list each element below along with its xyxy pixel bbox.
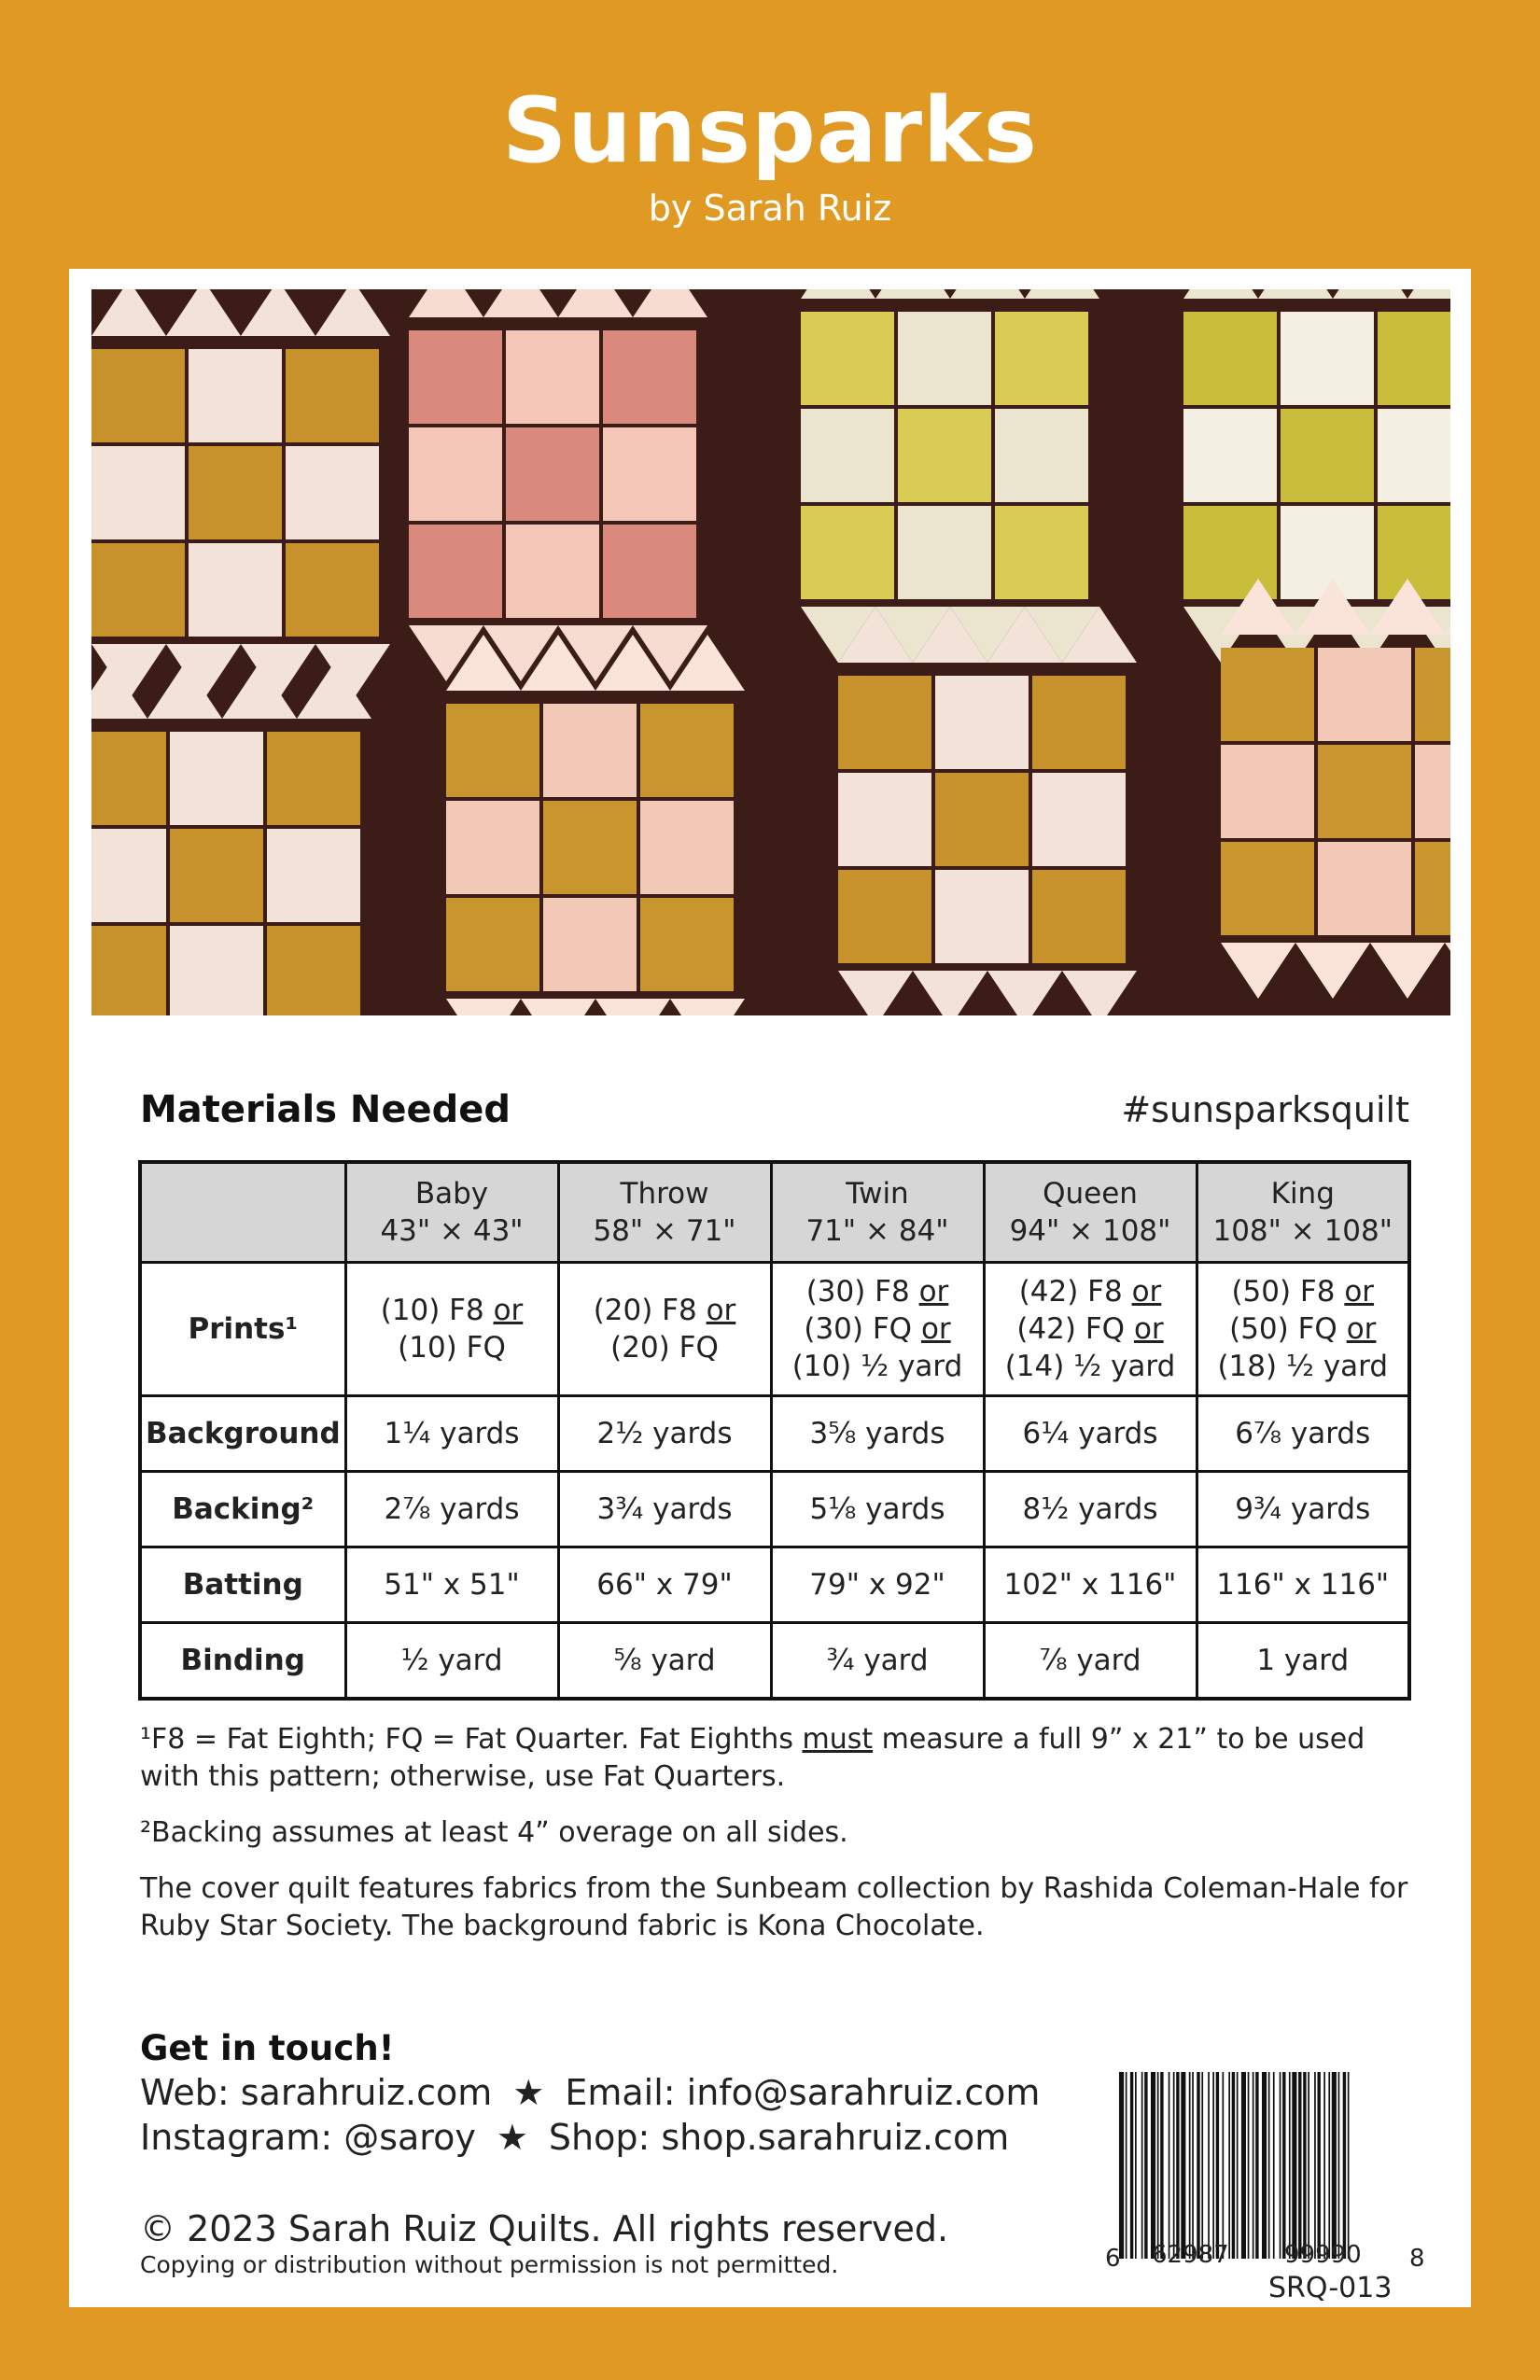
contact-heading: Get in touch! [140, 2028, 395, 2068]
quilt-patch [446, 898, 539, 991]
quilt-patch [995, 409, 1088, 502]
quilt-patch [935, 676, 1029, 769]
barcode-bar [1314, 2072, 1316, 2259]
quilt-cover-photo [91, 289, 1450, 1015]
quilt-patch [91, 732, 166, 825]
barcode-bar [1201, 2072, 1203, 2259]
quilt-patch [506, 330, 599, 424]
quilt-patch [1183, 312, 1277, 405]
quilt-patch [1221, 745, 1314, 838]
quilt-illustration [91, 289, 1450, 1015]
pattern-sku: SRQ-013 [1268, 2272, 1393, 2304]
quilt-spike [801, 289, 875, 299]
quilt-patch [995, 506, 1088, 599]
quilt-patch [1415, 648, 1450, 741]
quilt-spike [521, 999, 595, 1015]
table-row [140, 1472, 1409, 1547]
quilt-spike [670, 999, 745, 1015]
quilt-patch [640, 801, 734, 894]
quilt-patch [189, 543, 282, 637]
prints-king: (50) F8 or (50) FQ or (18) ½ yard [1197, 1263, 1409, 1396]
quilt-patch [1378, 506, 1450, 599]
barcode-bar [1173, 2072, 1175, 2259]
barcode-bar [1157, 2072, 1159, 2259]
quilt-patch [409, 330, 502, 424]
quilt-patch [1281, 409, 1374, 502]
quilt-patch [286, 349, 379, 442]
table-cell: 6¼ yards [984, 1396, 1197, 1472]
quilt-patch [286, 446, 379, 539]
col-baby: Baby 43" × 43" [345, 1162, 558, 1263]
hashtag: #sunsparksquilt [1121, 1089, 1409, 1130]
table-cell: 6⅞ yards [1197, 1396, 1409, 1472]
barcode-bar [1126, 2072, 1127, 2259]
table-cell: 2⅞ yards [345, 1472, 558, 1547]
barcode-bar [1318, 2072, 1321, 2259]
quilt-spike [1333, 289, 1407, 299]
table-cell: 116" x 116" [1197, 1547, 1409, 1623]
barcode-bar [1160, 2072, 1163, 2259]
barcode-bar [1223, 2072, 1225, 2259]
quilt-spike [446, 999, 521, 1015]
quilt-patch [1318, 842, 1411, 935]
quilt-patch [898, 409, 991, 502]
prints-twin: (30) F8 or (30) FQ or (10) ½ yard [771, 1263, 984, 1396]
quilt-patch [543, 801, 637, 894]
quilt-patch [1281, 506, 1374, 599]
row-label-prints: Prints¹ [140, 1263, 345, 1396]
table-row [140, 1623, 1409, 1700]
barcode-bar [1273, 2072, 1275, 2259]
contact-line-social [140, 2115, 1009, 2160]
quilt-spike [1407, 289, 1450, 299]
quilt-patch [1318, 745, 1411, 838]
barcode-bar [1343, 2072, 1346, 2259]
pattern-title: Sunsparks [502, 78, 1038, 183]
barcode-bar [1141, 2072, 1143, 2259]
barcode-bar [1332, 2072, 1337, 2259]
table-cell: 9¾ yards [1197, 1472, 1409, 1547]
star-icon: ★ [512, 2072, 545, 2113]
quilt-patch [1318, 648, 1411, 741]
prints-throw: (20) F8 or (20) FQ [558, 1263, 771, 1396]
barcode-bar [1181, 2072, 1185, 2259]
barcode-bar [1348, 2072, 1350, 2259]
quilt-patch [1378, 409, 1450, 502]
table-row [140, 1263, 1409, 1396]
quilt-patch [1415, 745, 1450, 838]
barcode-check-digit: 8 [1409, 2245, 1425, 2273]
quilt-patch [640, 898, 734, 991]
quilt-patch [838, 773, 931, 866]
quilt-spike [950, 289, 1025, 299]
quilt-spike [1258, 289, 1333, 299]
web-link[interactable]: Web: sarahruiz.com [140, 2072, 493, 2113]
barcode-bar [1237, 2072, 1239, 2259]
quilt-patch [189, 349, 282, 442]
quilt-spike [1025, 289, 1099, 299]
quilt-patch [91, 829, 166, 922]
quilt-patch [543, 704, 637, 797]
col-queen: Queen 94" × 108" [984, 1162, 1197, 1263]
barcode-bar [1144, 2072, 1147, 2259]
col-twin: Twin 71" × 84" [771, 1162, 984, 1263]
barcode-bar [1228, 2072, 1230, 2259]
barcode-bar [1151, 2072, 1155, 2259]
table-cell: 5⅛ yards [771, 1472, 984, 1547]
barcode-bar [1135, 2072, 1137, 2259]
quilt-patch [603, 525, 696, 618]
table-cell: ⅝ yard [558, 1623, 771, 1700]
barcode-bar [1282, 2072, 1285, 2259]
quilt-patch [603, 427, 696, 521]
quilt-patch [170, 829, 263, 922]
table-cell: 1¼ yards [345, 1396, 558, 1472]
barcode-bar [1197, 2072, 1199, 2259]
quilt-patch [898, 312, 991, 405]
quilt-patch [91, 349, 185, 442]
quilt-patch [1378, 312, 1450, 405]
barcode-bar [1280, 2072, 1281, 2259]
quilt-patch [189, 446, 282, 539]
barcode-bar [1119, 2072, 1124, 2259]
quilt-patch [543, 898, 637, 991]
barcode-bar [1292, 2072, 1296, 2259]
instagram-link[interactable]: Instagram: @saroy [140, 2117, 476, 2158]
quilt-patch [267, 732, 360, 825]
barcode-bar [1192, 2072, 1194, 2259]
table-cell: ½ yard [345, 1623, 558, 1700]
table-row [140, 1396, 1409, 1472]
contact-line-web [140, 2070, 1040, 2115]
quilt-patch [1183, 506, 1277, 599]
quilt-patch [267, 829, 360, 922]
content-card [69, 269, 1471, 2307]
barcode-bar [1303, 2072, 1306, 2259]
table-cell: ¾ yard [771, 1623, 984, 1700]
copyright-notice: Copying or distribution without permission is not permitted. [140, 2251, 839, 2278]
barcode-bar [1130, 2072, 1133, 2259]
barcode-bar [1212, 2072, 1214, 2259]
table-cell: 66" x 79" [558, 1547, 771, 1623]
barcode-bar [1253, 2072, 1254, 2259]
row-label-binding: Binding [140, 1623, 345, 1700]
barcode-bar [1268, 2072, 1270, 2259]
quilt-patch [286, 543, 379, 637]
barcode-digit: 6 [1105, 2245, 1121, 2273]
table-cell: 79" x 92" [771, 1547, 984, 1623]
shop-link[interactable]: Shop: shop.sarahruiz.com [548, 2117, 1010, 2158]
materials-table [138, 1160, 1411, 1701]
quilt-patch [91, 543, 185, 637]
barcode-digits-right: 99990 [1284, 2241, 1362, 2269]
table-cell: ⅞ yard [984, 1623, 1197, 1700]
barcode-bar [1323, 2072, 1325, 2259]
quilt-patch [267, 926, 360, 1015]
barcode-bar [1189, 2072, 1191, 2259]
table-cell: 8½ yards [984, 1472, 1197, 1547]
quilt-patch [446, 704, 539, 797]
materials-heading: Materials Needed [140, 1088, 511, 1131]
fabric-credit: The cover quilt features fabrics from the Sunbeam collection by Rashida Coleman-Hale for Ruby Star Society. The background fabric is Kona Chocolate. [140, 1872, 1408, 1942]
footnote-backing: ²Backing assumes at least 4” overage on all sides. [140, 1816, 848, 1849]
quilt-patch [409, 525, 502, 618]
row-label-background: Background [140, 1396, 345, 1472]
quilt-patch [1183, 409, 1277, 502]
table-cell: 3¾ yards [558, 1472, 771, 1547]
row-label-batting: Batting [140, 1547, 345, 1623]
table-cell: 3⅝ yards [771, 1396, 984, 1472]
quilt-patch [91, 926, 166, 1015]
quilt-patch [170, 732, 263, 825]
prints-baby: (10) F8 or (10) FQ [345, 1263, 558, 1396]
barcode-bar [1216, 2072, 1219, 2259]
quilt-patch [995, 312, 1088, 405]
quilt-patch [838, 870, 931, 963]
barcode-bar [1241, 2072, 1246, 2259]
table-corner [140, 1162, 345, 1263]
quilt-patch [1221, 648, 1314, 741]
quilt-patch [603, 330, 696, 424]
barcode-bar [1289, 2072, 1291, 2259]
star-icon: ★ [496, 2117, 528, 2158]
barcode-bar [1248, 2072, 1250, 2259]
copyright: © 2023 Sarah Ruiz Quilts. All rights reserved. [140, 2208, 949, 2249]
quilt-patch [838, 676, 931, 769]
quilt-patch [1032, 773, 1126, 866]
barcode-bar [1262, 2072, 1267, 2259]
quilt-patch [1221, 842, 1314, 935]
barcode-bar [1169, 2072, 1170, 2259]
quilt-patch [801, 506, 894, 599]
barcode-bar [1298, 2072, 1301, 2259]
quilt-patch [170, 926, 263, 1015]
quilt-patch [640, 704, 734, 797]
quilt-patch [446, 801, 539, 894]
col-king: King 108" × 108" [1197, 1162, 1409, 1263]
footnote-fat-eighth: ¹F8 = Fat Eighth; FQ = Fat Quarter. Fat Eighths must measure a full 9” x 21” to be used with this pattern; otherwise, use Fat Quarters. [140, 1723, 1365, 1793]
quilt-patch [1032, 676, 1126, 769]
quilt-spike [595, 999, 670, 1015]
quilt-patch [409, 427, 502, 521]
quilt-spike [1183, 289, 1258, 299]
quilt-patch [1032, 870, 1126, 963]
table-cell: 1 yard [1197, 1623, 1409, 1700]
barcode-bar [1338, 2072, 1340, 2259]
quilt-patch [91, 446, 185, 539]
table-cell: 102" x 116" [984, 1547, 1197, 1623]
barcode-bar [1255, 2072, 1258, 2259]
quilt-patch [935, 773, 1029, 866]
barcode-bar [1208, 2072, 1210, 2259]
quilt-patch [898, 506, 991, 599]
quilt-patch [1415, 842, 1450, 935]
quilt-patch [506, 525, 599, 618]
quilt-patch [801, 312, 894, 405]
quilt-spike [875, 289, 950, 299]
prints-queen: (42) F8 or (42) FQ or (14) ½ yard [984, 1263, 1197, 1396]
barcode-bar [1308, 2072, 1309, 2259]
barcode-bar [1328, 2072, 1330, 2259]
quilt-patch [801, 409, 894, 502]
table-cell: 51" x 51" [345, 1547, 558, 1623]
quilt-patch [506, 427, 599, 521]
table-cell: 2½ yards [558, 1396, 771, 1472]
table-row [140, 1547, 1409, 1623]
email-link[interactable]: Email: info@sarahruiz.com [565, 2072, 1041, 2113]
barcode-bar [1232, 2072, 1235, 2259]
designer-byline: by Sarah Ruiz [648, 188, 892, 229]
col-throw: Throw 58" × 71" [558, 1162, 771, 1263]
row-label-backing: Backing² [140, 1472, 345, 1547]
quilt-patch [935, 870, 1029, 963]
quilt-patch [1281, 312, 1374, 405]
barcode-digits-left: 62987 [1152, 2241, 1229, 2269]
barcode-bar [1176, 2072, 1179, 2259]
